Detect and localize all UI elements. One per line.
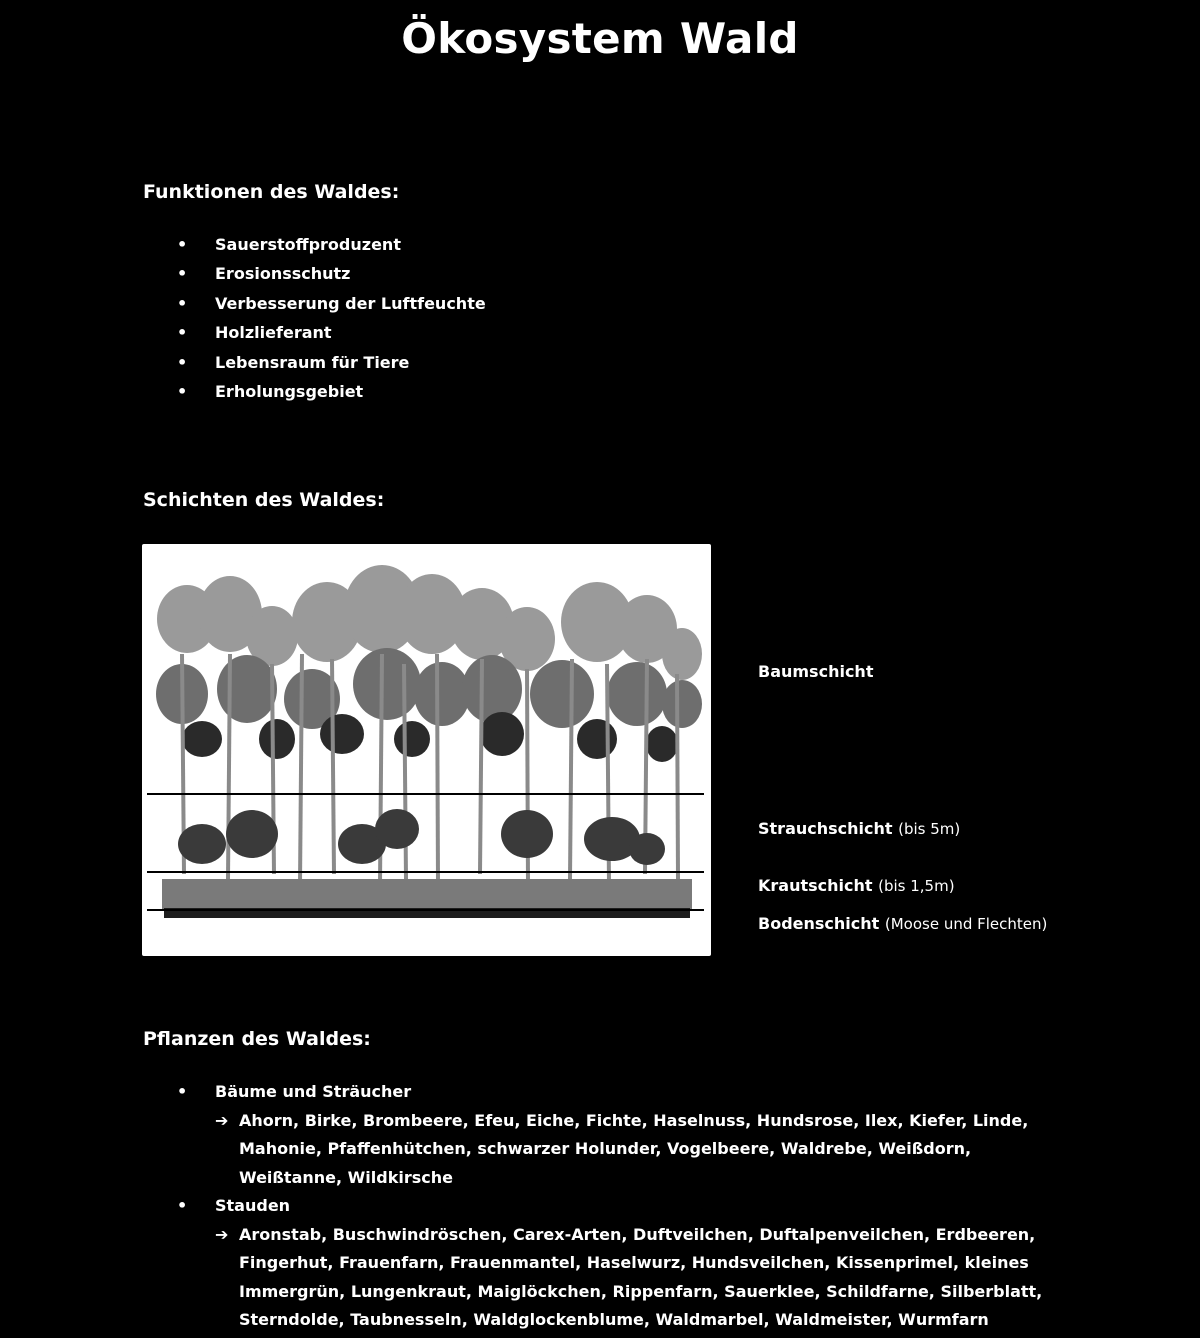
- forest-layers-illustration: [142, 544, 711, 956]
- plant-group-trees: [0, 1078, 1059, 1192]
- plants-list: [0, 1078, 1059, 1335]
- list-item: • Lebensraum für Tiere: [0, 348, 486, 377]
- list-item: • Sauerstoffproduzent: [0, 230, 486, 259]
- plant-species-list: ➔ Aronstab, Buschwindröschen, Carex-Arten, Duftveilchen, Duftalpenveilchen, Erdbeeren, Fingerhut, Frauenfarn, Frauenmantel, Haselwurz, Hundsveilchen, Kissenprimel, kleines Immergrün, Lungenkraut, Maiglöckchen, Rippenfarn, Sauerklee, Schildfarne, Silberblatt, Sterndolde, Taubnesseln, Waldglockenblume, Waldmarbel, Waldmeister, Wurmfarn: [239, 1221, 1059, 1335]
- layers-heading: Schichten des Waldes:: [143, 489, 385, 511]
- layer-label-herb: Krautschicht (bis 1,5m): [758, 876, 955, 895]
- layer-label-tree: Baumschicht: [758, 662, 874, 681]
- bullet: •: [177, 381, 188, 401]
- functions-heading: Funktionen des Waldes:: [143, 181, 400, 203]
- list-item: [0, 1192, 1059, 1221]
- bullet: •: [177, 264, 188, 284]
- list-item: • Erosionsschutz: [0, 259, 486, 288]
- bullet: •: [177, 1082, 188, 1101]
- plant-group-title: Stauden: [215, 1196, 291, 1215]
- plant-group-title: Bäume und Sträucher: [215, 1082, 412, 1101]
- bullet: •: [177, 293, 188, 313]
- arrow-right-icon: ➔: [215, 1224, 229, 1244]
- list-item: • Verbesserung der Luftfeuchte: [0, 289, 486, 318]
- arrow-right-icon: ➔: [215, 1110, 229, 1130]
- list-item: • Erholungsgebiet: [0, 377, 486, 406]
- bullet: •: [177, 1196, 188, 1215]
- forest-illustration-svg: [142, 544, 711, 956]
- plants-heading: Pflanzen des Waldes:: [143, 1028, 371, 1050]
- layer-label-ground: Bodenschicht (Moose und Flechten): [758, 914, 1048, 933]
- plant-group-perennials: [0, 1192, 1059, 1335]
- bullet: •: [177, 352, 188, 372]
- functions-list: [0, 230, 486, 406]
- tree-canopy-mid: [156, 648, 702, 729]
- list-item: [0, 1078, 1059, 1107]
- bullet: •: [177, 323, 188, 343]
- list-item: • Holzlieferant: [0, 318, 486, 347]
- herb-layer: [162, 879, 692, 909]
- page-title: Ökosystem Wald: [401, 14, 799, 63]
- shrub-layer: [178, 809, 665, 865]
- bullet: •: [177, 235, 188, 254]
- layer-label-shrub: Strauchschicht (bis 5m): [758, 819, 961, 838]
- plant-species-list: ➔ Ahorn, Birke, Brombeere, Efeu, Eiche, Fichte, Haselnuss, Hundsrose, Ilex, Kiefer, Linde, Mahonie, Pfaffenhütchen, schwarzer Holunder, Vogelbeere, Waldrebe, Weißdorn, Weißtanne, Wildkirsche: [239, 1107, 1059, 1193]
